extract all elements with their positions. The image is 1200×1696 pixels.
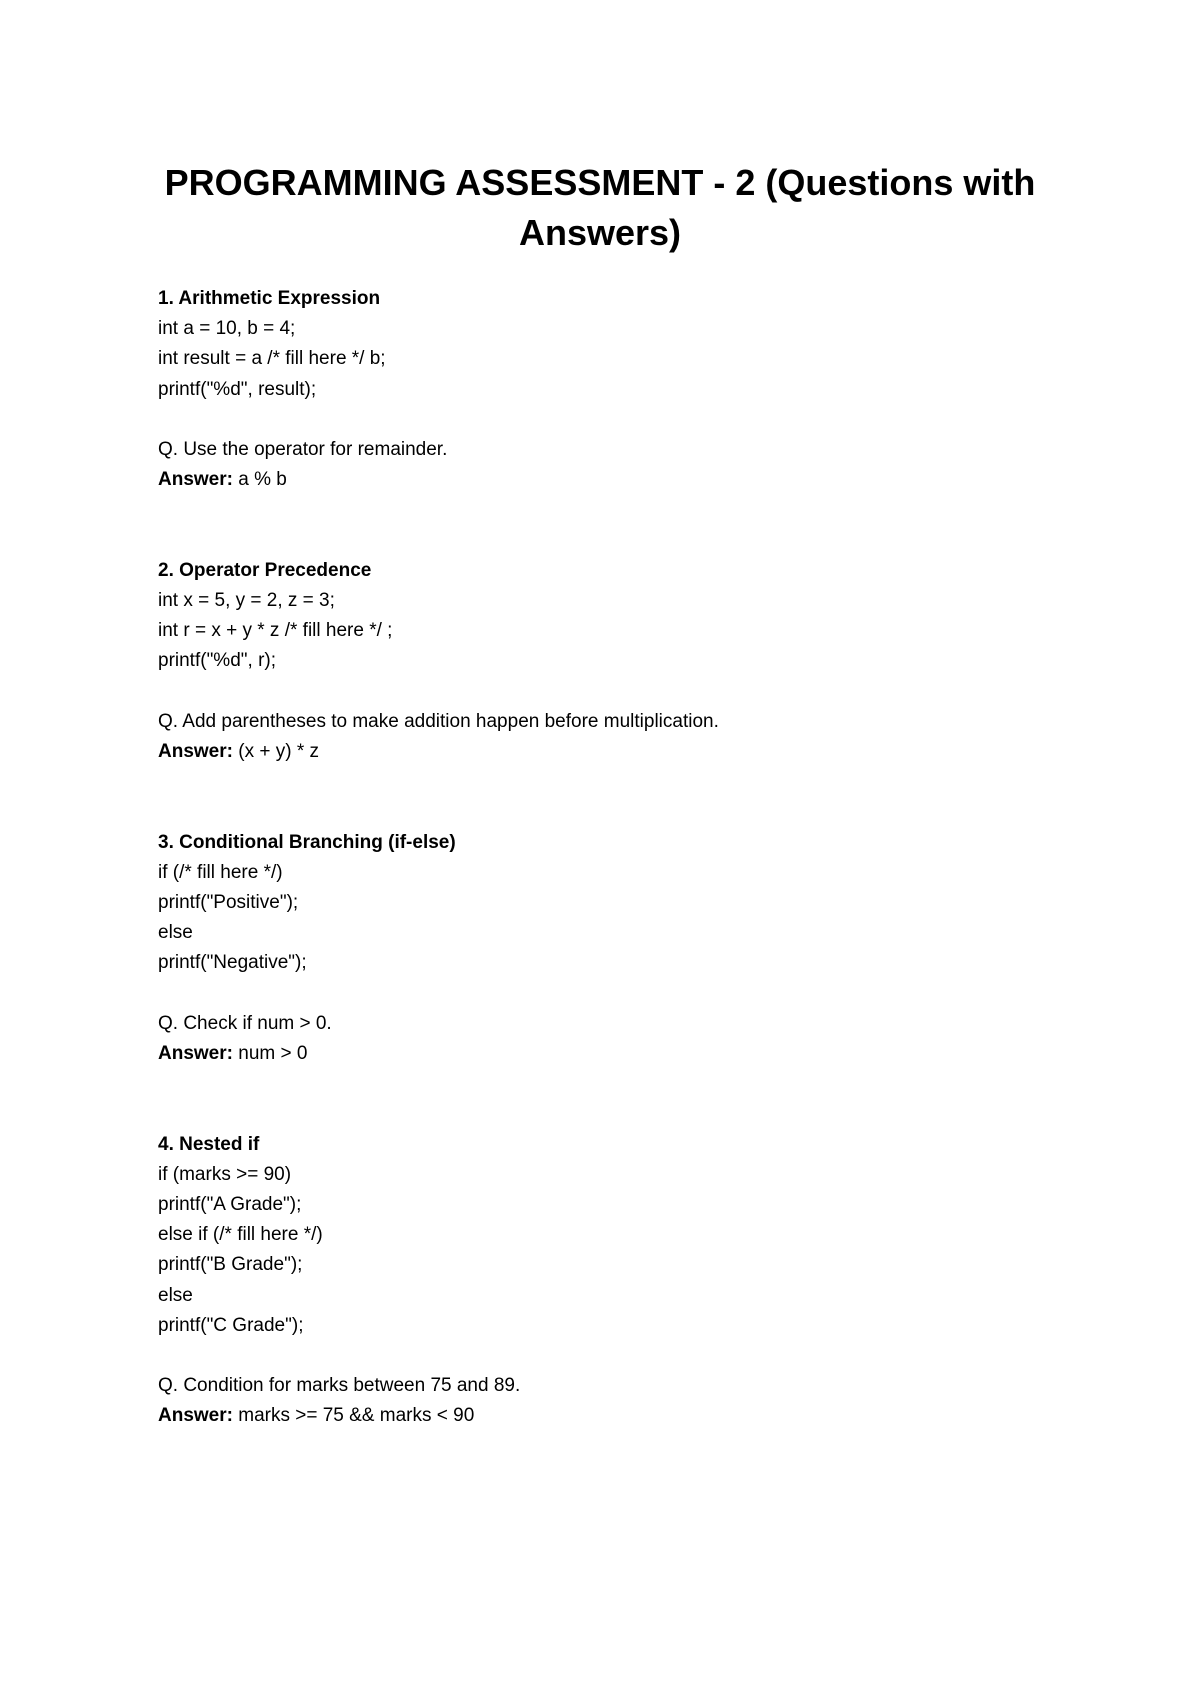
section-spacer: [158, 767, 1108, 827]
answer-label: Answer:: [158, 1405, 233, 1427]
spacer: [158, 1341, 1108, 1371]
code-line: else: [158, 922, 193, 944]
answer-line: [158, 465, 1108, 495]
answer-line: [158, 1401, 1108, 1431]
document-content: [158, 284, 1108, 1432]
code-line: printf("A Grade");: [158, 1194, 302, 1215]
answer-text: num > 0: [238, 1043, 308, 1064]
code-line: printf("Negative");: [158, 952, 307, 974]
answer-text: a % b: [238, 469, 287, 491]
question-text: Q. Use the operator for remainder.: [158, 439, 448, 460]
section-heading: 2. Operator Precedence: [158, 559, 372, 581]
answer-label: Answer:: [158, 469, 233, 491]
code-line: if (/* fill here */): [158, 861, 283, 883]
section-heading: 4. Nested if: [158, 1133, 260, 1155]
section-nested-if: [158, 1130, 1108, 1432]
code-line: printf("B Grade");: [158, 1254, 303, 1276]
question-text: Q. Check if num > 0.: [158, 1012, 332, 1034]
spacer: [158, 979, 1108, 1009]
answer-line: [158, 737, 1108, 767]
spacer: [158, 405, 1108, 435]
answer-label: Answer:: [158, 1043, 233, 1064]
code-line: else if (/* fill here */): [158, 1224, 323, 1246]
document-title: PROGRAMMING ASSESSMENT - 2 (Questions with Answers): [164, 162, 1036, 253]
code-line: printf("C Grade");: [158, 1314, 304, 1336]
code-line: else: [158, 1284, 193, 1306]
code-line: printf("%d", r);: [158, 650, 277, 672]
section-spacer: [158, 495, 1108, 555]
answer-text: marks >= 75 && marks < 90: [238, 1405, 475, 1427]
section-conditional-branching: [158, 828, 1108, 1070]
code-line: printf("Positive");: [158, 892, 299, 913]
code-line: int x = 5, y = 2, z = 3;: [158, 590, 335, 611]
code-line: int a = 10, b = 4;: [158, 318, 296, 340]
section-heading: 1. Arithmetic Expression: [158, 288, 381, 309]
section-operator-precedence: [158, 556, 1108, 767]
section-spacer: [158, 1069, 1108, 1129]
code-line: if (marks >= 90): [158, 1163, 292, 1185]
section-heading: 3. Conditional Branching (if-else): [158, 831, 456, 853]
answer-label: Answer:: [158, 741, 233, 762]
question-text: Q. Add parentheses to make addition happen before multiplication.: [158, 710, 719, 732]
answer-line: [158, 1039, 1108, 1069]
question-text: Q. Condition for marks between 75 and 89.: [158, 1375, 521, 1397]
code-line: int r = x + y * z /* fill here */ ;: [158, 620, 393, 642]
code-line: int result = a /* fill here */ b;: [158, 348, 386, 370]
answer-text: (x + y) * z: [238, 741, 320, 762]
spacer: [158, 677, 1108, 707]
code-line: printf("%d", result);: [158, 378, 317, 400]
section-arithmetic-expression: [158, 284, 1108, 495]
